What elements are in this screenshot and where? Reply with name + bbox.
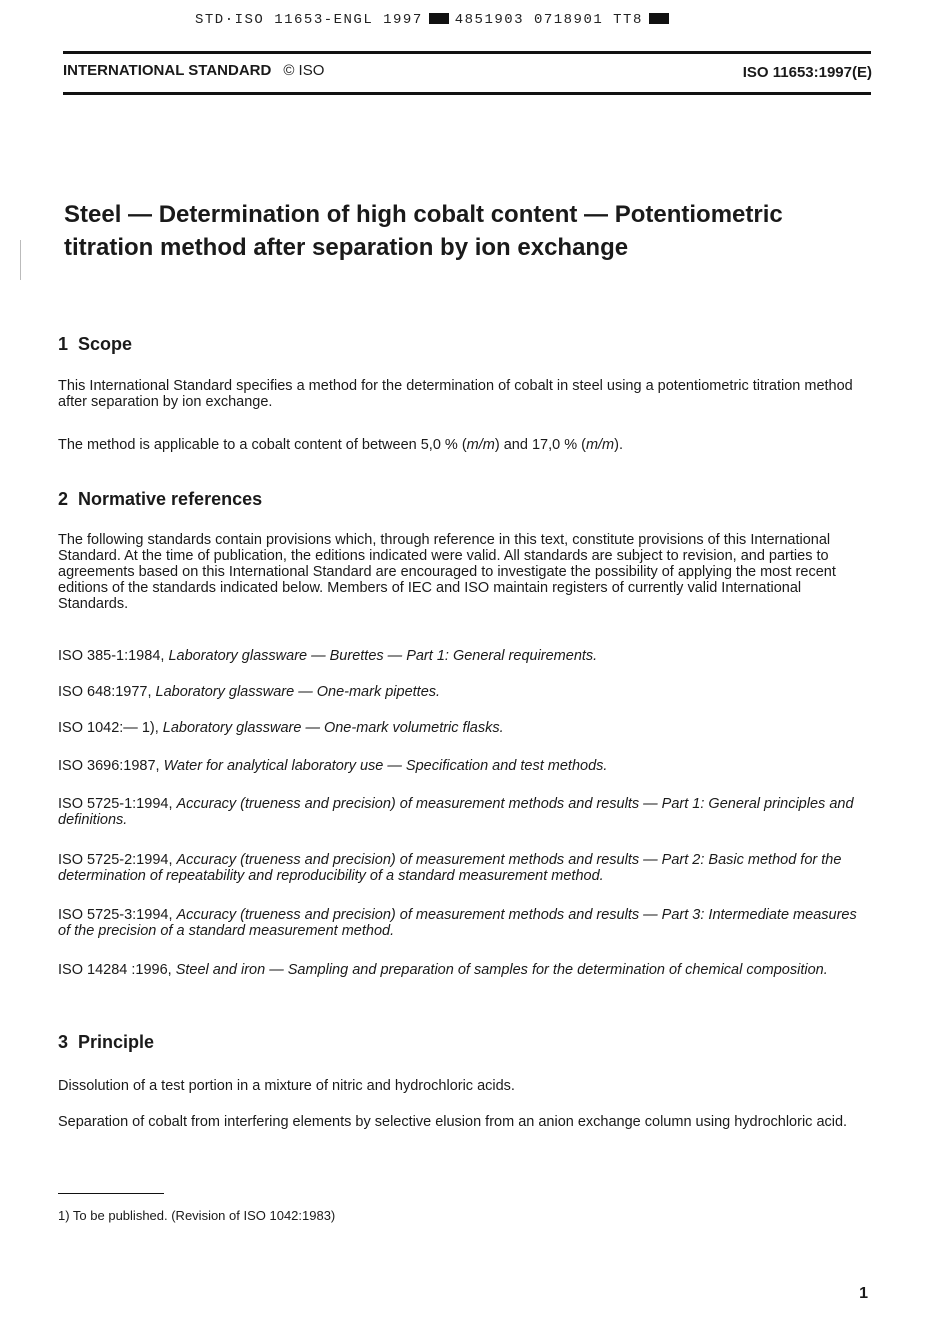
- stamp-serial: 4851903 0718901 TT8: [454, 12, 643, 28]
- reference-item: [58, 907, 866, 939]
- stamp-block-1: [429, 13, 449, 24]
- reference-title: Accuracy (trueness and precision) of measurement methods and results — Part 1: General principles and definitions.: [58, 796, 854, 828]
- normative-intro: The following standards contain provisions which, through reference in this text, constitute provisions of this International Standard. At the time of publication, the editions indicated were valid. All standards are subject to revision, and parties to agreements based on this International Standard are encouraged to investigate the possibility of applying the most recent editions of the standards indicated below. Members of IEC and ISO maintain registers of currently valid International Standards.: [58, 532, 836, 612]
- reference-code: ISO 14284 :1996,: [58, 962, 172, 978]
- principle-paragraph-2: Separation of cobalt from interfering elements by selective elusion from an anion exchange column using hydrochloric acid.: [58, 1114, 848, 1130]
- header-rule-bottom: [63, 92, 871, 95]
- reference-item: [58, 796, 866, 828]
- reference-title: Laboratory glassware — Burettes — Part 1: General requirements.: [168, 648, 598, 664]
- section-number: 3: [58, 1032, 69, 1052]
- reference-code: ISO 648:1977,: [58, 684, 152, 700]
- section-number: 1: [58, 334, 69, 354]
- principle-paragraph-1: Dissolution of a test portion in a mixture of nitric and hydrochloric acids.: [58, 1078, 515, 1094]
- section-title: Scope: [78, 334, 133, 354]
- section-title: Normative references: [78, 489, 263, 509]
- page-number: 1: [859, 1285, 868, 1302]
- reference-item: [58, 962, 866, 978]
- scan-stamp: [195, 12, 675, 28]
- section-heading-principle: [58, 1032, 154, 1053]
- section-title: Principle: [78, 1032, 155, 1052]
- margin-mark: [20, 240, 21, 280]
- document-title: Steel — Determination of high cobalt content — Potentiometric titration method after separation by ion exchange: [64, 201, 783, 261]
- reference-title: Water for analytical laboratory use — Specification and test methods.: [163, 758, 608, 774]
- section-number: 2: [58, 489, 69, 509]
- doc-type-label: INTERNATIONAL STANDARD: [63, 62, 272, 79]
- reference-item: [58, 684, 866, 700]
- section-heading-scope: [58, 334, 132, 355]
- footnote-rule: [58, 1193, 164, 1194]
- reference-code: ISO 3696:1987,: [58, 758, 160, 774]
- section-heading-normative-references: [58, 489, 262, 510]
- scope-paragraph-2: [58, 437, 866, 453]
- reference-title: Accuracy (trueness and precision) of measurement methods and results — Part 3: Intermediate measures of the precision of a standard measurement method.: [58, 907, 857, 939]
- text-run: The method is applicable to a cobalt content of between 5,0 % (: [58, 437, 467, 453]
- reference-code: ISO 5725-3:1994,: [58, 907, 173, 923]
- unit-italic: m/m: [585, 437, 615, 453]
- reference-item: [58, 852, 866, 884]
- stamp-block-2: [649, 13, 669, 24]
- text-run: ) and 17,0 % (: [494, 437, 586, 453]
- reference-item: [58, 720, 866, 736]
- reference-item: [58, 758, 866, 774]
- reference-title: Laboratory glassware — One-mark pipettes.: [155, 684, 441, 700]
- reference-code: ISO 5725-2:1994,: [58, 852, 173, 868]
- reference-code: ISO 5725-1:1994,: [58, 796, 173, 812]
- reference-title: Steel and iron — Sampling and preparation of samples for the determination of chemical composition.: [175, 962, 828, 978]
- header-doc-number: ISO 11653:1997(E): [742, 64, 872, 81]
- scope-paragraph-1: This International Standard specifies a method for the determination of cobalt in steel using a potentiometric titration method after separation by ion exchange.: [58, 378, 853, 410]
- copyright-label: © ISO: [283, 62, 325, 79]
- header-doc-type: [63, 62, 324, 79]
- reference-title: Accuracy (trueness and precision) of measurement methods and results — Part 2: Basic method for the determination of repeatability and reproducibility of a standard measurement method.: [58, 852, 842, 884]
- reference-code: ISO 1042:— 1),: [58, 720, 159, 736]
- footnote: 1) To be published. (Revision of ISO 1042:1983): [58, 1208, 336, 1223]
- header-rule-top: [63, 51, 871, 54]
- unit-italic: m/m: [466, 437, 495, 453]
- reference-item: [58, 648, 866, 664]
- reference-code: ISO 385-1:1984,: [58, 648, 165, 664]
- stamp-doc-code: STD·ISO 11653-ENGL 1997: [195, 12, 423, 28]
- reference-title: Laboratory glassware — One-mark volumetric flasks.: [162, 720, 504, 736]
- text-run: ).: [614, 437, 623, 453]
